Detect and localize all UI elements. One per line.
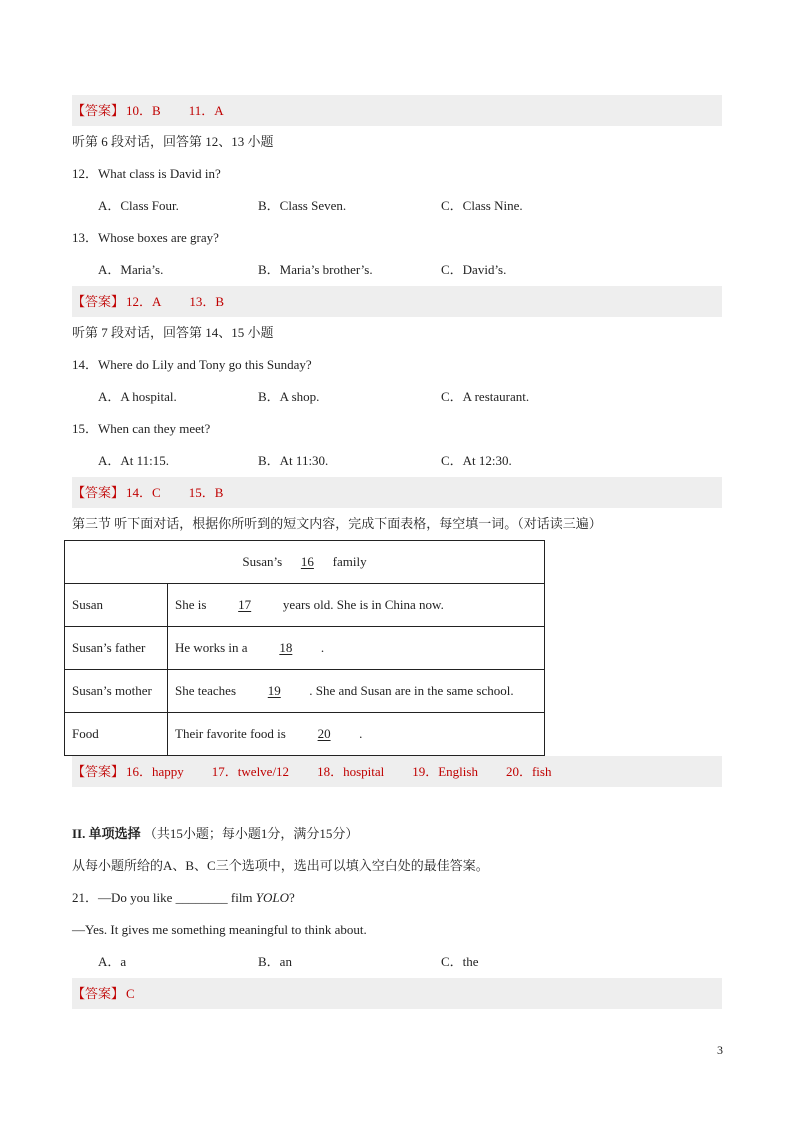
option-a: A．Maria’s.	[98, 262, 164, 277]
row-content	[168, 627, 545, 670]
row-text: years old. She is in China now.	[282, 597, 444, 612]
question-12: 12．What class is David in?	[72, 166, 221, 181]
option-a: A．At 11:15.	[98, 453, 170, 468]
part-2-title: II. 单项选择	[72, 826, 141, 841]
question-text: ?	[289, 890, 295, 905]
row-text: He works in a	[175, 640, 248, 655]
answer-box	[72, 286, 722, 317]
option-c: C．A restaurant.	[441, 389, 530, 404]
answer-item: 11．A	[188, 103, 224, 118]
row-text: .	[320, 640, 325, 655]
answer-item: 15．B	[188, 485, 224, 500]
answer-item: 16．happy	[126, 764, 184, 779]
answer-tag: 【答案】	[72, 986, 125, 1001]
row-content	[168, 713, 545, 756]
blank-19: 19	[267, 683, 281, 698]
question-14: 14．Where do Lily and Tony go this Sunday?	[72, 357, 312, 372]
answer-item: C	[126, 986, 135, 1001]
answer-item: 19．English	[412, 764, 478, 779]
row-content	[168, 670, 545, 713]
answer-box	[72, 978, 722, 1009]
question-text: 21．—Do you like ________ film	[72, 890, 256, 905]
answer-tag: 【答案】	[72, 764, 125, 779]
row-text: Their favorite food is	[175, 726, 286, 741]
row-key: Susan’s mother	[65, 670, 168, 713]
blank-16: 16	[300, 554, 314, 569]
option-a: A．Class Four.	[98, 198, 179, 213]
blank-18: 18	[279, 640, 293, 655]
question-15: 15．When can they meet?	[72, 421, 211, 436]
section-instruction: 听第 7 段对话，回答第 14、15 小题	[72, 325, 274, 340]
page-number: 3	[717, 1043, 723, 1057]
section-3-instruction: 第三节 听下面对话，根据你所听到的短文内容，完成下面表格，每空填一词。（对话读三遍）	[72, 516, 602, 531]
title-text: Susan’s	[242, 554, 283, 569]
row-text: She is	[175, 597, 207, 612]
option-c: C．Class Nine.	[441, 198, 523, 213]
question-13: 13．Whose boxes are gray?	[72, 230, 219, 245]
answer-item: 17．twelve/12	[211, 764, 290, 779]
option-c: C．At 12:30.	[441, 453, 512, 468]
option-a: A．A hospital.	[98, 389, 177, 404]
answer-item: 12．A	[126, 294, 162, 309]
blank-20: 20	[317, 726, 331, 741]
option-c: C．the	[441, 954, 479, 969]
part-2-instruction: 从每小题所给的A、B、C三个选项中，选出可以填入空白处的最佳答案。	[72, 858, 489, 873]
answer-item: 18．hospital	[317, 764, 385, 779]
option-b: B．Maria’s brother’s.	[258, 262, 373, 277]
option-b: B．At 11:30.	[258, 453, 329, 468]
table-title	[65, 541, 545, 584]
row-key: Susan’s father	[65, 627, 168, 670]
row-text: . She and Susan are in the same school.	[309, 683, 514, 698]
table-row	[65, 584, 545, 627]
answer-tag: 【答案】	[72, 485, 125, 500]
part-2-note: （共15小题；每小题1分，满分15分）	[143, 826, 359, 841]
option-c: C．David’s.	[441, 262, 507, 277]
option-b: B．an	[258, 954, 292, 969]
row-text: She teaches	[175, 683, 237, 698]
table-row	[65, 627, 545, 670]
answer-item: 20．fish	[505, 764, 552, 779]
answer-tag: 【答案】	[72, 103, 125, 118]
row-content	[168, 584, 545, 627]
answer-box	[72, 756, 722, 787]
answer-item: 10．B	[126, 103, 161, 118]
section-instruction: 听第 6 段对话，回答第 12、13 小题	[72, 134, 274, 149]
row-key: Susan	[65, 584, 168, 627]
film-title: YOLO	[255, 890, 290, 905]
option-b: B．A shop.	[258, 389, 320, 404]
answer-box	[72, 95, 722, 126]
fill-in-table	[64, 540, 545, 756]
answer-tag: 【答案】	[72, 294, 125, 309]
question-21-reply: —Yes. It gives me something meaningful to think about.	[72, 922, 367, 937]
row-text: .	[359, 726, 363, 741]
table-row	[65, 713, 545, 756]
blank-17: 17	[238, 597, 252, 612]
option-b: B．Class Seven.	[258, 198, 347, 213]
option-a: A．a	[98, 954, 127, 969]
table-row	[65, 670, 545, 713]
title-text: family	[332, 554, 367, 569]
answer-box	[72, 477, 722, 508]
question-21	[72, 890, 295, 906]
answer-item: 14．C	[126, 485, 161, 500]
part-2-heading	[72, 826, 358, 842]
answer-item: 13．B	[189, 294, 225, 309]
row-key: Food	[65, 713, 168, 756]
